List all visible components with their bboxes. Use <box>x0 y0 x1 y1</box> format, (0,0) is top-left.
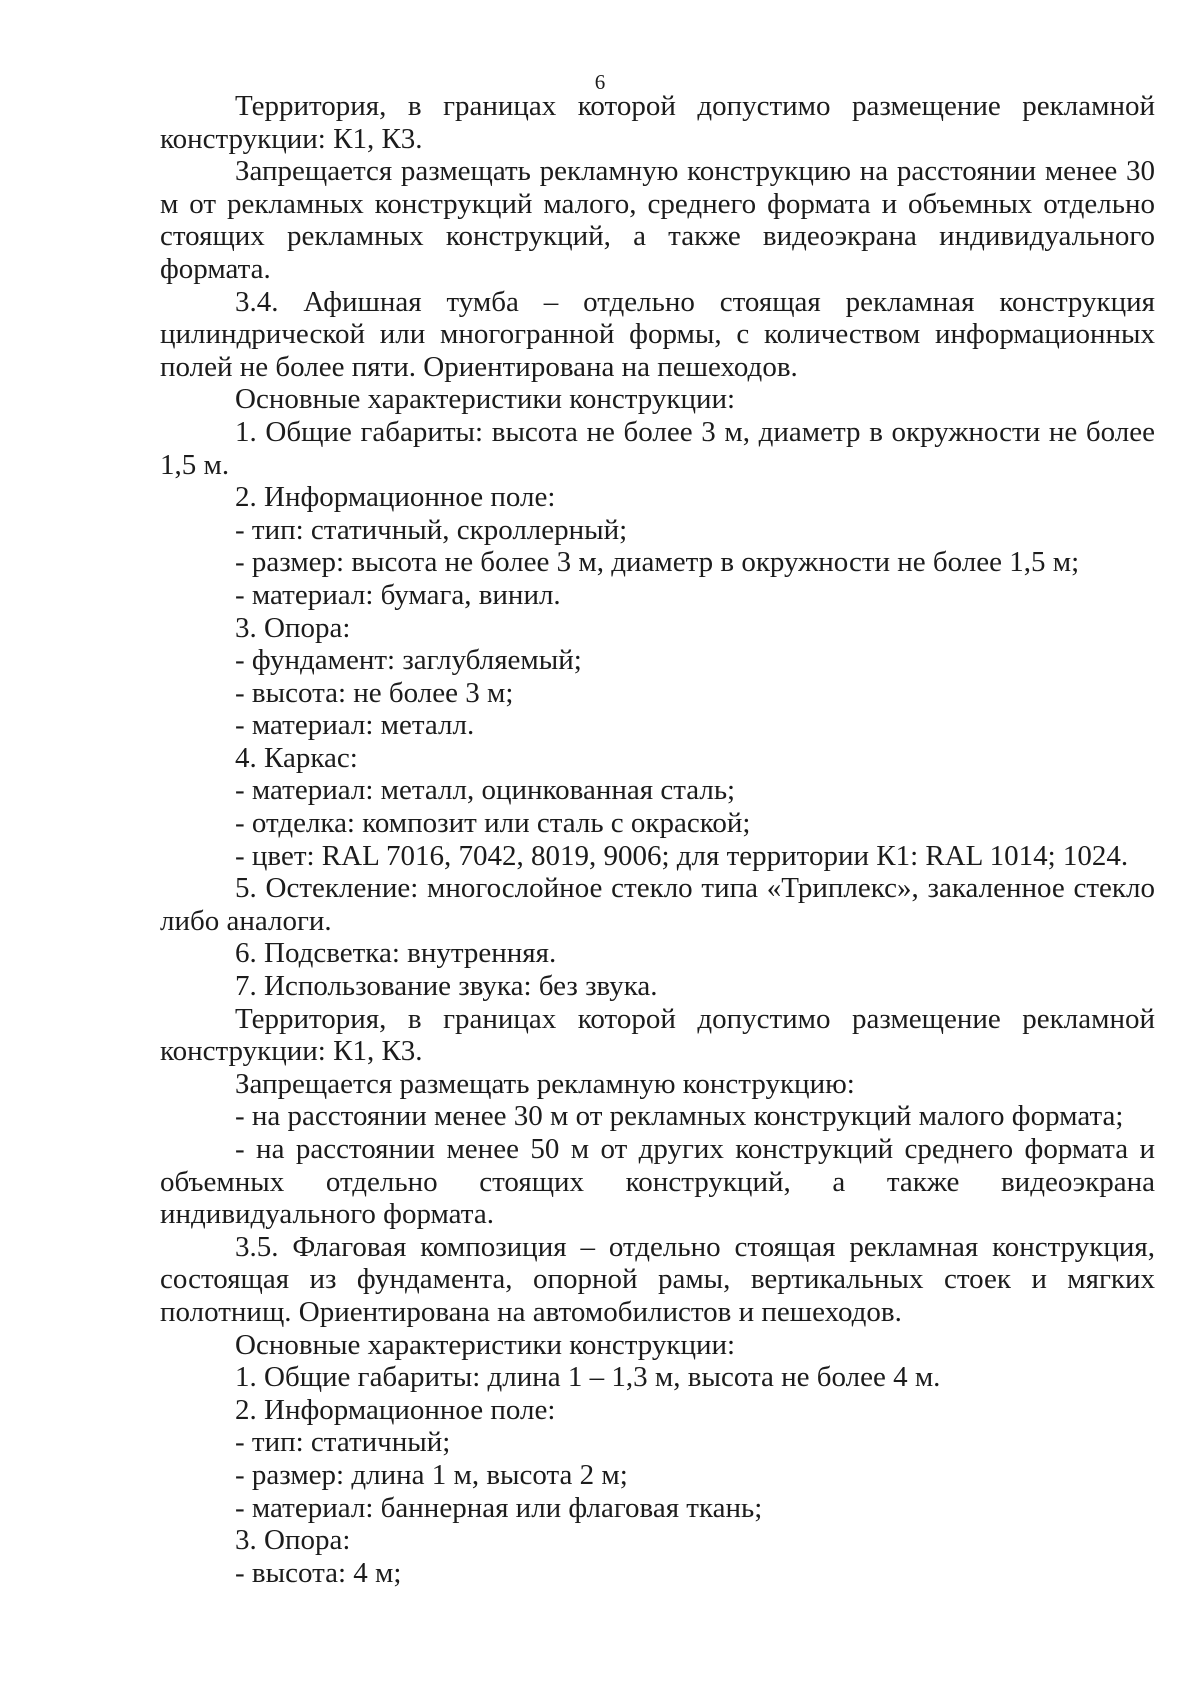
paragraph: - материал: металл, оцинкованная сталь; <box>235 774 736 807</box>
paragraph: 5. Остекление: многослойное стекло типа «Триплекс», закаленное стекло либо аналоги. <box>160 872 1155 937</box>
paragraph: 3. Опора: <box>235 611 351 644</box>
paragraph: 3.5. Флаговая композиция – отдельно стоящая рекламная конструкция, состоящая из фундамента, опорной рамы, вертикальных стоек и мягких полотнищ. Ориентирована на автомобилистов и пешеходов. <box>160 1230 1155 1328</box>
paragraph: - высота: 4 м; <box>235 1556 402 1589</box>
paragraph: - материал: бумага, винил. <box>235 578 561 611</box>
paragraph: 3. Опора: <box>235 1524 351 1557</box>
paragraph: - материал: баннерная или флаговая ткань; <box>235 1491 763 1524</box>
paragraph: Запрещается размещать рекламную конструкцию на расстоянии менее 30 м от рекламных конструкций малого, среднего формата и объемных отдельно стоящих рекламных конструкций, а также видеоэкрана индивидуального формата. <box>160 155 1155 285</box>
page-number: 6 <box>594 70 606 94</box>
paragraph: 2. Информационное поле: <box>235 1393 556 1426</box>
paragraph: 2. Информационное поле: <box>235 481 556 514</box>
paragraph: - размер: длина 1 м, высота 2 м; <box>235 1458 628 1491</box>
paragraph: - на расстоянии менее 50 м от других конструкций среднего формата и объемных отдельно стоящих конструкций, а также видеоэкрана индивидуального формата. <box>160 1133 1155 1231</box>
paragraph: - тип: статичный; <box>235 1426 451 1459</box>
paragraph: - размер: высота не более 3 м, диаметр в окружности не более 1,5 м; <box>235 546 1080 579</box>
paragraph: 3.4. Афишная тумба – отдельно стоящая рекламная конструкция цилиндрической или многогранной формы, с количеством информационных полей не более пяти. Ориентирована на пешеходов. <box>160 285 1155 383</box>
paragraph: Территория, в границах которой допустимо размещение рекламной конструкции: К1, К3. <box>160 1002 1155 1068</box>
document-body <box>160 90 1155 1589</box>
paragraph: Территория, в границах которой допустимо размещение рекламной конструкции: К1, К3. <box>160 90 1155 155</box>
paragraph: Основные характеристики конструкции: <box>235 383 736 416</box>
paragraph: - высота: не более 3 м; <box>235 676 514 709</box>
paragraph: 1. Общие габариты: длина 1 – 1,3 м, высота не более 4 м. <box>235 1361 941 1394</box>
paragraph: 4. Каркас: <box>235 741 358 774</box>
paragraph: - на расстоянии менее 30 м от рекламных конструкций малого формата; <box>235 1100 1124 1133</box>
paragraph: - тип: статичный, скроллерный; <box>235 513 628 546</box>
paragraph: 1. Общие габариты: высота не более 3 м, диаметр в окружности не более 1,5 м. <box>160 415 1155 481</box>
paragraph: 6. Подсветка: внутренняя. <box>235 937 557 970</box>
paragraph: 7. Использование звука: без звука. <box>235 970 658 1003</box>
paragraph: - цвет: RAL 7016, 7042, 8019, 9006; для территории К1: RAL 1014; 1024. <box>235 839 1129 872</box>
paragraph: - отделка: композит или сталь с окраской; <box>235 807 751 840</box>
paragraph: Основные характеристики конструкции: <box>235 1328 736 1361</box>
paragraph: Запрещается размещать рекламную конструкцию: <box>235 1067 855 1100</box>
paragraph: - материал: металл. <box>235 709 475 742</box>
paragraph: - фундамент: заглубляемый; <box>235 644 582 677</box>
